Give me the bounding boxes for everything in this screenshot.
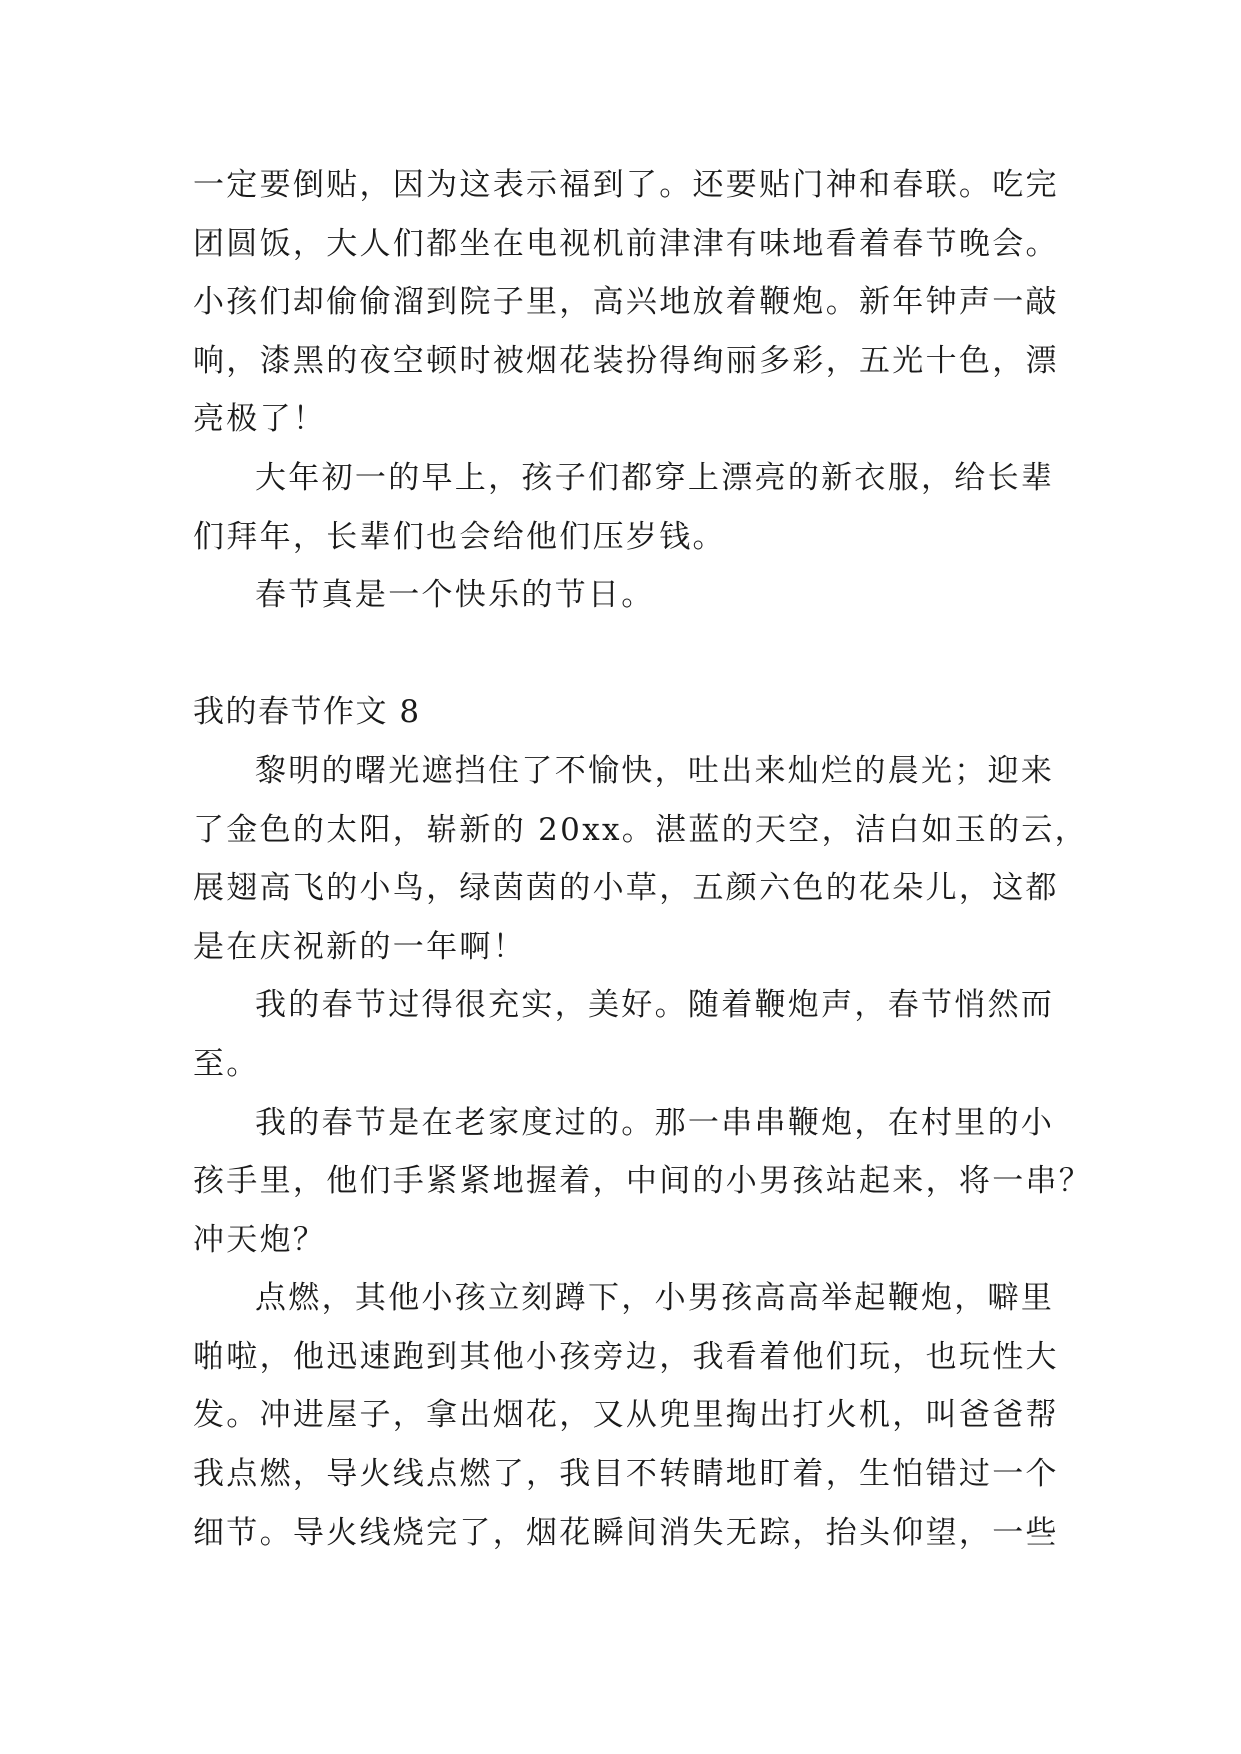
text-line: 大年初一的早上，孩子们都穿上漂亮的新衣服，给长辈 <box>255 459 1055 496</box>
text-line: 我点燃，导火线点燃了，我目不转睛地盯着，生怕错过一个 <box>193 1456 1059 1493</box>
text-line: 春节真是一个快乐的节日。 <box>255 577 655 614</box>
text-line: 细节。导火线烧完了，烟花瞬间消失无踪，抬头仰望，一些 <box>193 1514 1059 1551</box>
text-line: 们拜年，长辈们也会给他们压岁钱。 <box>193 518 726 555</box>
document-body <box>193 156 1093 1562</box>
text-line: 一定要倒贴，因为这表示福到了。还要贴门神和春联。吃完 <box>193 167 1059 203</box>
text-line: 是在庆祝新的一年啊！ <box>193 928 526 965</box>
text-line: 小孩们却偷偷溜到院子里，高兴地放着鞭炮。新年钟声一敲 <box>193 284 1059 321</box>
text-line: 发。冲进屋子，拿出烟花，又从兜里掏出打火机，叫爸爸帮 <box>193 1397 1059 1434</box>
text-line: 亮极了！ <box>193 401 327 438</box>
text-line: 了金色的太阳，崭新的 20xx。湛蓝的天空，洁白如玉的云， <box>193 811 1088 848</box>
text-line: 孩手里，他们手紧紧地握着，中间的小男孩站起来，将一串？ <box>193 1163 1093 1200</box>
text-line: 我的春节是在老家度过的。那一串串鞭炮，在村里的小 <box>255 1104 1055 1141</box>
blank-line <box>193 625 1073 684</box>
text-line: 团圆饭，大人们都坐在电视机前津津有味地看着春节晚会。 <box>193 225 1059 262</box>
text-line: 我的春节过得很充实，美好。随着鞭炮声，春节悄然而 <box>255 987 1055 1024</box>
text-line: 点燃，其他小孩立刻蹲下，小男孩高高举起鞭炮，噼里 <box>255 1280 1055 1317</box>
text-line: 至。 <box>193 1045 260 1082</box>
text-line: 响，漆黑的夜空顿时被烟花装扮得绚丽多彩，五光十色，漂 <box>193 342 1059 379</box>
text-line: 冲天炮？ <box>193 1221 327 1258</box>
text-line: 展翅高飞的小鸟，绿茵茵的小草，五颜六色的花朵儿，这都 <box>193 870 1059 907</box>
section-heading: 我的春节作文 8 <box>193 694 421 731</box>
text-line: 啪啦，他迅速跑到其他小孩旁边，我看着他们玩，也玩性大 <box>193 1338 1059 1375</box>
text-line: 黎明的曙光遮挡住了不愉快，吐出来灿烂的晨光；迎来 <box>255 752 1055 789</box>
